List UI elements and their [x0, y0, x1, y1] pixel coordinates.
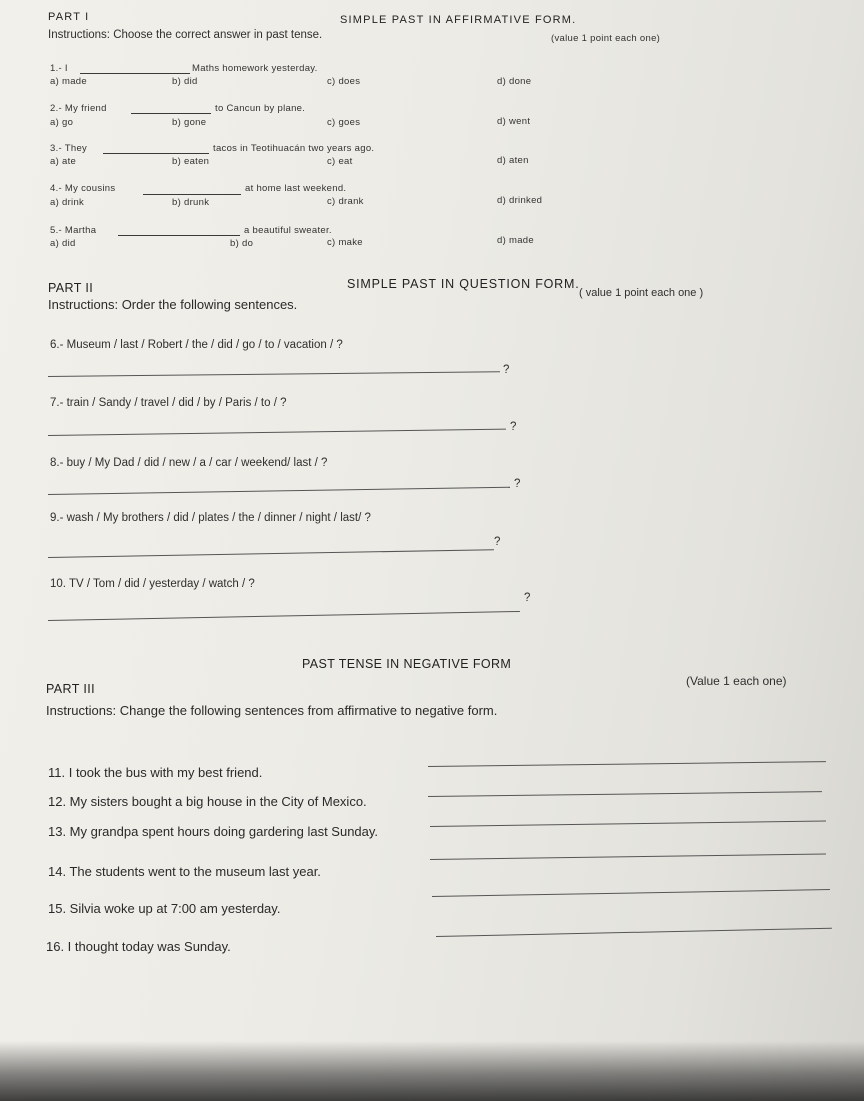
- answer-line[interactable]: [48, 487, 510, 495]
- part2-label: PART II: [48, 281, 94, 295]
- question-rest: at home last weekend.: [245, 183, 347, 194]
- option-a[interactable]: a) ate: [50, 156, 77, 167]
- option-c[interactable]: c) drank: [327, 196, 364, 207]
- question-mark: ?: [510, 421, 517, 433]
- question-rest: Maths homework yesterday.: [192, 63, 318, 74]
- part3-instructions: Instructions: Change the following sentences from affirmative to negative form.: [46, 703, 498, 718]
- negative-sentence-15: 15. Silvia woke up at 7:00 am yesterday.: [48, 901, 281, 916]
- option-d[interactable]: d) done: [497, 76, 532, 87]
- answer-blank[interactable]: [103, 153, 209, 154]
- option-c[interactable]: c) does: [327, 76, 361, 87]
- option-d[interactable]: d) went: [497, 116, 531, 127]
- part3-title: PAST TENSE IN NEGATIVE FORM: [302, 657, 512, 671]
- answer-line[interactable]: [428, 791, 822, 797]
- question-prompt: 8.- buy / My Dad / did / new / a / car / weekend/ last / ?: [50, 457, 328, 469]
- question-rest: a beautiful sweater.: [244, 225, 332, 236]
- option-a[interactable]: a) go: [50, 117, 74, 128]
- answer-line[interactable]: [428, 761, 826, 767]
- part1-label: PART I: [48, 11, 90, 23]
- part2-title: SIMPLE PAST IN QUESTION FORM.: [347, 277, 580, 291]
- answer-line[interactable]: [48, 429, 506, 436]
- answer-blank[interactable]: [131, 113, 211, 114]
- answer-line[interactable]: [432, 889, 830, 897]
- option-d[interactable]: d) made: [497, 235, 534, 246]
- question-rest: to Cancun by plane.: [215, 103, 306, 114]
- question-mark: ?: [503, 364, 510, 376]
- option-b[interactable]: b) did: [172, 76, 198, 87]
- answer-blank[interactable]: [80, 73, 190, 74]
- part1-title: SIMPLE PAST IN AFFIRMATIVE FORM.: [340, 14, 577, 26]
- question-rest: tacos in Teotihuacán two years ago.: [213, 143, 375, 154]
- part1-value-note: (value 1 point each one): [551, 33, 661, 44]
- bottom-shadow: [0, 1041, 864, 1101]
- option-b[interactable]: b) drunk: [172, 197, 210, 208]
- option-a[interactable]: a) did: [50, 238, 76, 249]
- question-stem: 5.- Martha: [50, 225, 97, 236]
- answer-line[interactable]: [48, 549, 494, 558]
- question-stem: 2.- My friend: [50, 103, 107, 114]
- answer-line[interactable]: [48, 371, 500, 377]
- part2-value-note: ( value 1 point each one ): [579, 287, 704, 299]
- answer-blank[interactable]: [118, 235, 240, 236]
- option-c[interactable]: c) eat: [327, 156, 353, 167]
- question-stem: 1.- I: [50, 63, 68, 74]
- answer-line[interactable]: [436, 928, 832, 937]
- question-prompt: 7.- train / Sandy / travel / did / by / Paris / to / ?: [50, 397, 287, 409]
- negative-sentence-11: 11. I took the bus with my best friend.: [48, 765, 263, 780]
- answer-line[interactable]: [430, 853, 826, 860]
- answer-blank[interactable]: [143, 194, 241, 195]
- question-mark: ?: [524, 592, 531, 604]
- option-d[interactable]: d) drinked: [497, 195, 543, 206]
- part3-label: PART III: [46, 682, 96, 696]
- part3-value-note: (Value 1 each one): [686, 674, 787, 688]
- answer-line[interactable]: [48, 611, 520, 621]
- negative-sentence-13: 13. My grandpa spent hours doing gardering last Sunday.: [48, 824, 379, 839]
- option-c[interactable]: c) goes: [327, 117, 361, 128]
- question-stem: 3.- They: [50, 143, 88, 154]
- option-b[interactable]: b) gone: [172, 117, 207, 128]
- question-prompt: 9.- wash / My brothers / did / plates / the / dinner / night / last/ ?: [50, 512, 371, 524]
- question-stem: 4.- My cousins: [50, 183, 116, 194]
- part2-instructions: Instructions: Order the following sentences.: [48, 297, 298, 312]
- option-d[interactable]: d) aten: [497, 155, 529, 166]
- option-b[interactable]: b) do: [230, 238, 254, 249]
- negative-sentence-14: 14. The students went to the museum last year.: [48, 864, 321, 879]
- negative-sentence-16: 16. I thought today was Sunday.: [46, 939, 231, 954]
- question-prompt: 6.- Museum / last / Robert / the / did / go / to / vacation / ?: [50, 339, 343, 351]
- option-a[interactable]: a) made: [50, 76, 87, 87]
- option-a[interactable]: a) drink: [50, 197, 85, 208]
- option-c[interactable]: c) make: [327, 237, 363, 248]
- question-mark: ?: [514, 478, 521, 490]
- question-prompt: 10. TV / Tom / did / yesterday / watch / ?: [50, 578, 255, 590]
- option-b[interactable]: b) eaten: [172, 156, 210, 167]
- question-mark: ?: [494, 536, 501, 548]
- negative-sentence-12: 12. My sisters bought a big house in the City of Mexico.: [48, 794, 367, 809]
- answer-line[interactable]: [430, 820, 826, 827]
- part1-instructions: Instructions: Choose the correct answer in past tense.: [48, 29, 323, 41]
